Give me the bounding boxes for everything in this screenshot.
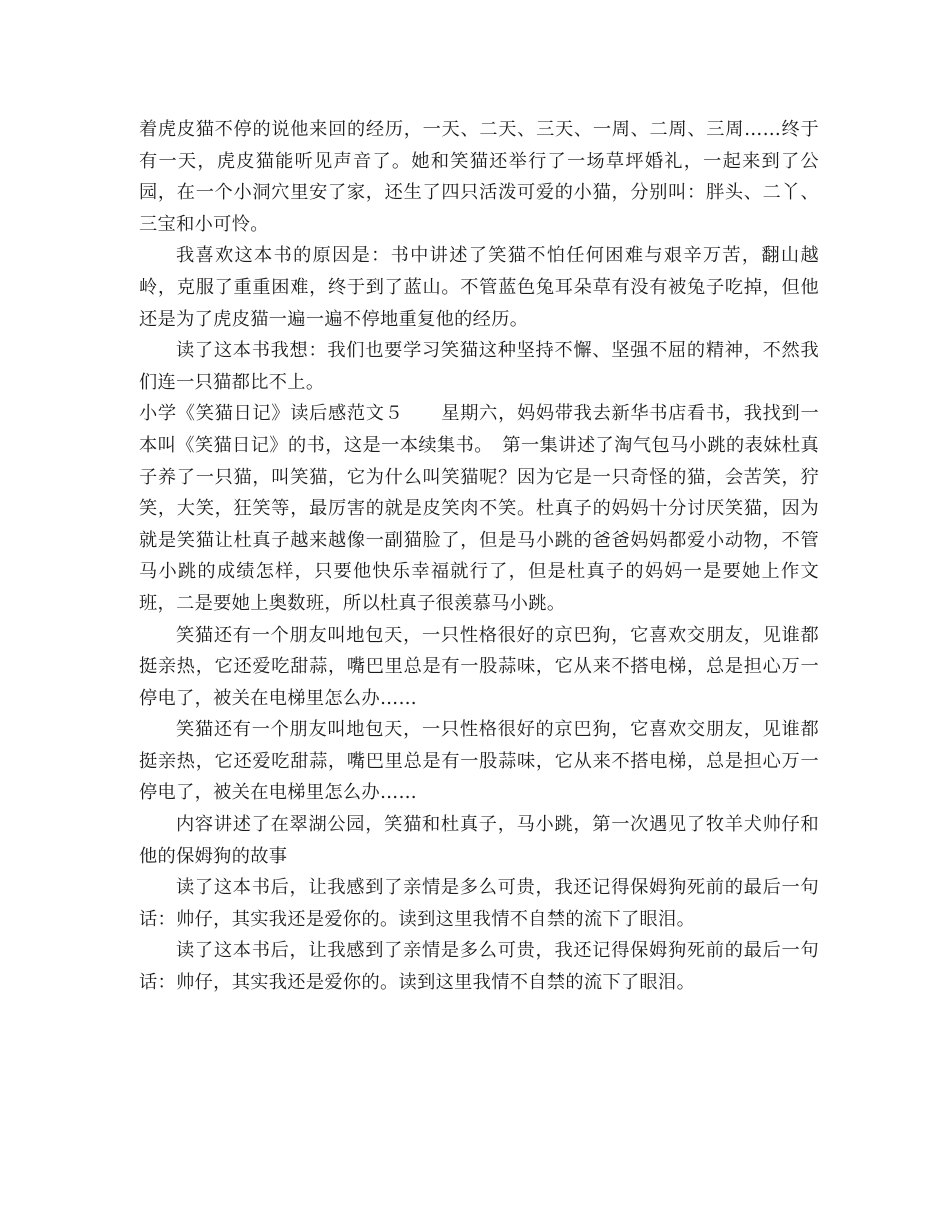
essay-heading-paragraph: 小学《笑猫日记》读后感范文５ 星期六，妈妈带我去新华书店看书，我找到一本叫《笑猫日记》的书，这是一本续集书。 第一集讲述了淘气包马小跳的表妹杜真子养了一只猫，叫笑猫，它为什么叫笑猫呢？因为它是一只奇怪的猫，会苦笑，狞笑，大笑，狂笑等，最厉害的就是皮笑肉不笑。杜真子的妈妈十分讨厌笑猫，因为就是笑猫让杜真子越来越像一副猫脸了，但是马小跳的爸爸妈妈都爱小动物，不管马小跳的成绩怎样，只要他快乐幸福就行了，但是杜真子的妈妈一是要她上作文班，二是要她上奥数班，所以杜真子很羡慕马小跳。 [139, 403, 819, 614]
paragraph: 着虎皮猫不停的说他来回的经历，一天、二天、三天、一周、二周、三周……终于有一天，虎皮猫能听见声音了。她和笑猫还举行了一场草坪婚礼，一起来到了公园，在一个小洞穴里安了家，还生了四只活泼可爱的小猫，分别叫：胖头、二丫、三宝和小可怜。 [139, 119, 819, 235]
paragraph: 读了这本书我想：我们也要学习笑猫这种坚持不懈、坚强不屈的精神，不然我们连一只猫都比不上。 [139, 340, 819, 393]
document-body [139, 114, 819, 999]
paragraph: 我喜欢这本书的原因是：书中讲述了笑猫不怕任何困难与艰辛万苦，翻山越岭，克服了重重困难，终于到了蓝山。不管蓝色兔耳朵草有没有被兔子吃掉，但他还是为了虎皮猫一遍一遍不停地重复他的经历。 [139, 245, 819, 330]
paragraph: 内容讲述了在翠湖公园，笑猫和杜真子，马小跳，第一次遇见了牧羊犬帅仔和他的保姆狗的故事 [139, 814, 819, 867]
paragraph: 读了这本书后，让我感到了亲情是多么可贵，我还记得保姆狗死前的最后一句话：帅仔，其实我还是爱你的。读到这里我情不自禁的流下了眼泪。 [139, 877, 819, 930]
paragraph: 笑猫还有一个朋友叫地包天，一只性格很好的京巴狗，它喜欢交朋友，见谁都挺亲热，它还爱吃甜蒜，嘴巴里总是有一股蒜味，它从来不搭电梯，总是担心万一停电了，被关在电梯里怎么办…… [139, 624, 819, 709]
paragraph: 笑猫还有一个朋友叫地包天，一只性格很好的京巴狗，它喜欢交朋友，见谁都挺亲热，它还爱吃甜蒜，嘴巴里总是有一股蒜味，它从来不搭电梯，总是担心万一停电了，被关在电梯里怎么办…… [139, 719, 819, 804]
paragraph: 读了这本书后，让我感到了亲情是多么可贵，我还记得保姆狗死前的最后一句话：帅仔，其实我还是爱你的。读到这里我情不自禁的流下了眼泪。 [139, 940, 819, 994]
